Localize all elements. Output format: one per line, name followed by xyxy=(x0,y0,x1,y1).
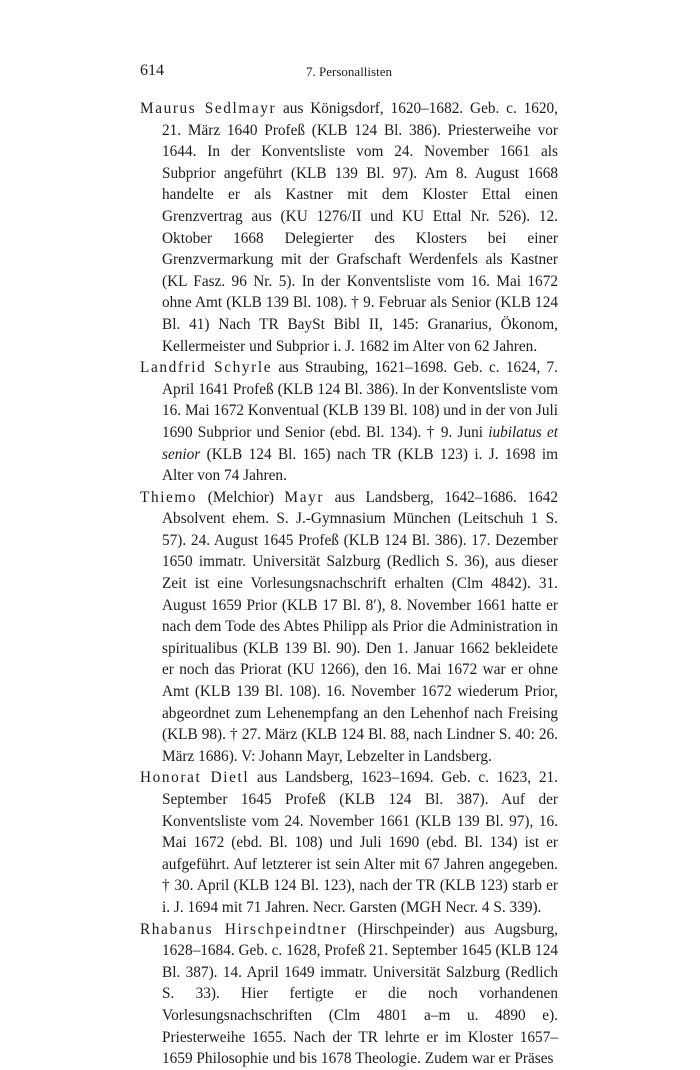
person-name: Maurus Sedlmayr xyxy=(140,100,277,117)
entry-text: (KLB 124 Bl. 165) nach TR (KLB 123) i. J. 1698 im Alter von 74 Jahren. xyxy=(162,445,558,485)
entry-landfrid-schyrle xyxy=(140,357,558,487)
person-name: Landfrid Schyrle xyxy=(140,359,273,377)
entry-rhabanus-hirschpeindtner xyxy=(140,919,558,1070)
person-name: Honorat Dietl xyxy=(140,769,250,787)
page-number: 614 xyxy=(140,62,164,79)
entry-text: aus Landsberg, 1623–1694. Geb. c. 1623, 21. September 1645 Profeß (KLB 124 Bl. 387). Auf der Konventsliste vom 24. November 1661 (KLB 139 Bl. 97), 16. Mai 1672 (ebd. Bl. 108) und Juli 1690 (ebd. Bl. 134) ist er aufgeführt. Auf letzterer ist sein Alter mit 67 Jahren angegeben. † 30. April (KLB 124 Bl. 123), nach der TR (KLB 123) starb er i. J. 1694 mit 71 Jahren. Necr. Garsten (MGH Necr. 4 S. 339). xyxy=(162,769,558,916)
person-name: Thiemo xyxy=(140,488,198,506)
main-text xyxy=(140,98,558,1070)
running-title: 7. Personallisten xyxy=(306,64,392,79)
entry-honorat-dietl xyxy=(140,767,558,918)
person-name: Rhabanus Hirschpeindtner xyxy=(140,920,348,938)
entry-thiemo-mayr xyxy=(140,487,558,768)
entry-text: (Hirschpeinder) aus Augsburg, 1628–1684. Geb. c. 1628, Profeß 21. September 1645 (KLB 124 Bl. 387). 14. April 1649 immatr. Universität Salzburg (Redlich S. 33). Hier fertigte er die noch vorhandenen Vorlesungsnachschriften (Clm 4801 a–m u. 4890 e). Priesterweihe 1655. Nach der TR lehrte er im Kloster 1657–1659 Philosophie und bis 1678 Theologie. Zudem war er Präses xyxy=(162,920,558,1068)
entry-text: aus Landsberg, 1642–1686. 1642 Absolvent ehem. S. J.-Gymnasium München (Leitschuh 1 S. 57). 24. August 1645 Profeß (KLB 124 Bl. 386). 17. Dezember 1650 immatr. Universität Salzburg (Redlich S. 36), aus dieser Zeit ist eine Vorlesungsnachschrift erhalten (Clm 4842). 31. August 1659 Prior (KLB 17 Bl. 8′), 8. November 1661 hatte er nach dem Tode des Abtes Philipp als Prior die Administration in spiritualibus (KLB 139 Bl. 90). Den 1. Januar 1662 bekleidete er noch das Priorat (KU 1266), den 16. Mai 1672 war er ohne Amt (KLB 139 Bl. 108). 16. November 1672 wiederum Prior, abgeordnet zum Lehenempfang an den Lehenhof nach Freising (KLB 98). † 27. März (KLB 124 Bl. 88, nach Lindner S. 40: 26. März 1686). V: Johann Mayr, Lebzelter in Landsberg. xyxy=(162,488,558,765)
person-alt-name: (Melchior) xyxy=(197,488,285,506)
entry-text: aus Königsdorf, 1620–1682. Geb. c. 1620, 21. März 1640 Profeß (KLB 124 Bl. 386). Priesterweihe vor 1644. In der Konventsliste vom 24. November 1661 als Subprior angeführt (KLB 139 Bl. 97). Am 8. August 1668 handelte er als Kastner mit dem Kloster Ettal einen Grenzvertrag aus (KU 1276/II und KU Ettal Nr. 526). 12. Oktober 1668 Delegierter des Klosters bei einer Grenzvermarkung mit der Grafschaft Werdenfels als Kastner (KL Fasz. 96 Nr. 5). In der Konventsliste vom 16. Mai 1672 ohne Amt (KLB 139 Bl. 108). † 9. Februar als Senior (KLB 124 Bl. 41) Nach TR BaySt Bibl II, 145: Granarius, Ökonom, Kellermeister und Subprior i. J. 1682 im Alter von 62 Jahren. xyxy=(162,100,559,355)
italic-phrase: iubilatus et senior xyxy=(162,423,558,463)
person-surname: Mayr xyxy=(284,488,325,506)
entry-maurus-sedlmayr xyxy=(140,98,558,357)
page-header xyxy=(140,62,558,82)
entry-text: aus Straubing, 1621–1698. Geb. c. 1624, 7. April 1641 Profeß (KLB 124 Bl. 386). In der Konventsliste vom 16. Mai 1672 Konventual (KLB 139 Bl. 108) und in der von Juli 1690 Subprior und Senior (ebd. Bl. 134). † 9. Juni xyxy=(162,359,558,441)
